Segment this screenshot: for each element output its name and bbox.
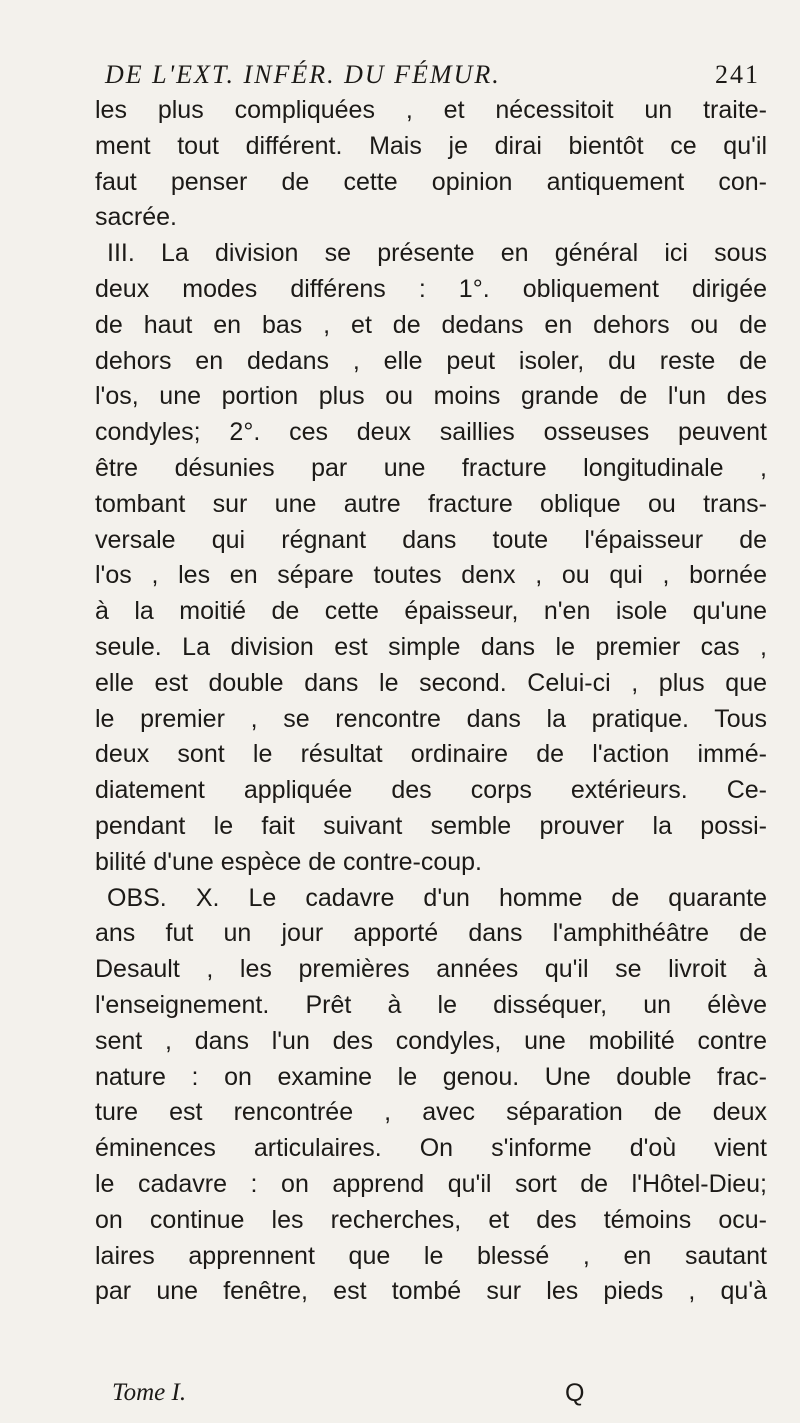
text-line: éminences articulaires. On s'informe d'où vient (95, 1134, 767, 1163)
text-line: on continue les recherches, et des témoins ocu- (95, 1205, 767, 1234)
signature-mark: Q (565, 1379, 585, 1407)
text-line: dehors en dedans , elle peut isoler, du reste de (95, 346, 767, 375)
text-line: pendant le fait suivant semble prouver la possi- (95, 811, 767, 840)
text-line: III. La division se présente en général ici sous (107, 239, 767, 268)
text-line: l'os , les en sépare toutes denx , ou qui , bornée (95, 561, 767, 590)
text-line: le premier , se rencontre dans la pratique. Tous (95, 704, 767, 733)
text-line: l'os, une portion plus ou moins grande de l'un des (95, 382, 767, 411)
text-line: tombant sur une autre fracture oblique ou trans- (95, 489, 767, 518)
page-number: 241 (715, 60, 760, 89)
text-line: deux sont le résultat ordinaire de l'action immé- (95, 740, 767, 769)
body-text (95, 93, 767, 1310)
text-line: elle est double dans le second. Celui-ci , plus que (95, 668, 767, 697)
text-line: OBS. X. Le cadavre d'un homme de quarante (107, 883, 767, 912)
text-line: Desault , les premières années qu'il se livroit à (95, 955, 767, 984)
text-line: sacrée. (95, 203, 177, 232)
text-line: versale qui régnant dans toute l'épaisseur de (95, 525, 767, 554)
text-line: ture est rencontrée , avec séparation de deux (95, 1098, 767, 1127)
text-line: l'enseignement. Prêt à le disséquer, un élève (95, 990, 767, 1019)
text-line: diatement appliquée des corps extérieurs. Ce- (95, 776, 767, 805)
volume-label: Tome I. (112, 1379, 187, 1406)
text-line: faut penser de cette opinion antiquement con- (95, 167, 767, 196)
running-title: DE L'EXT. INFÉR. DU FÉMUR. (105, 60, 501, 89)
text-line: sent , dans l'un des condyles, une mobilité contre (95, 1026, 767, 1055)
text-line: les plus compliquées , et nécessitoit un traite- (95, 96, 767, 124)
text-line: de haut en bas , et de dedans en dehors ou de (95, 310, 767, 339)
running-header (95, 60, 760, 96)
text-line: bilité d'une espèce de contre-coup. (95, 847, 482, 876)
text-line: laires apprennent que le blessé , en sautant (95, 1241, 767, 1270)
text-line: ment tout différent. Mais je dirai bientôt ce qu'il (95, 131, 767, 160)
text-line: deux modes différens : 1°. obliquement dirigée (95, 274, 767, 303)
page-footer (95, 1379, 760, 1415)
text-line: condyles; 2°. ces deux saillies osseuses peuvent (95, 418, 767, 447)
text-line: le cadavre : on apprend qu'il sort de l'Hôtel-Dieu; (95, 1169, 767, 1198)
text-line: ans fut un jour apporté dans l'amphithéâtre de (95, 919, 767, 948)
text-line: seule. La division est simple dans le premier cas , (95, 632, 767, 661)
text-line: nature : on examine le genou. Une double frac- (95, 1062, 767, 1091)
text-line: par une fenêtre, est tombé sur les pieds , qu'à (95, 1277, 767, 1306)
text-line: être désunies par une fracture longitudinale , (95, 453, 767, 482)
text-line: à la moitié de cette épaisseur, n'en isole qu'une (95, 597, 767, 626)
